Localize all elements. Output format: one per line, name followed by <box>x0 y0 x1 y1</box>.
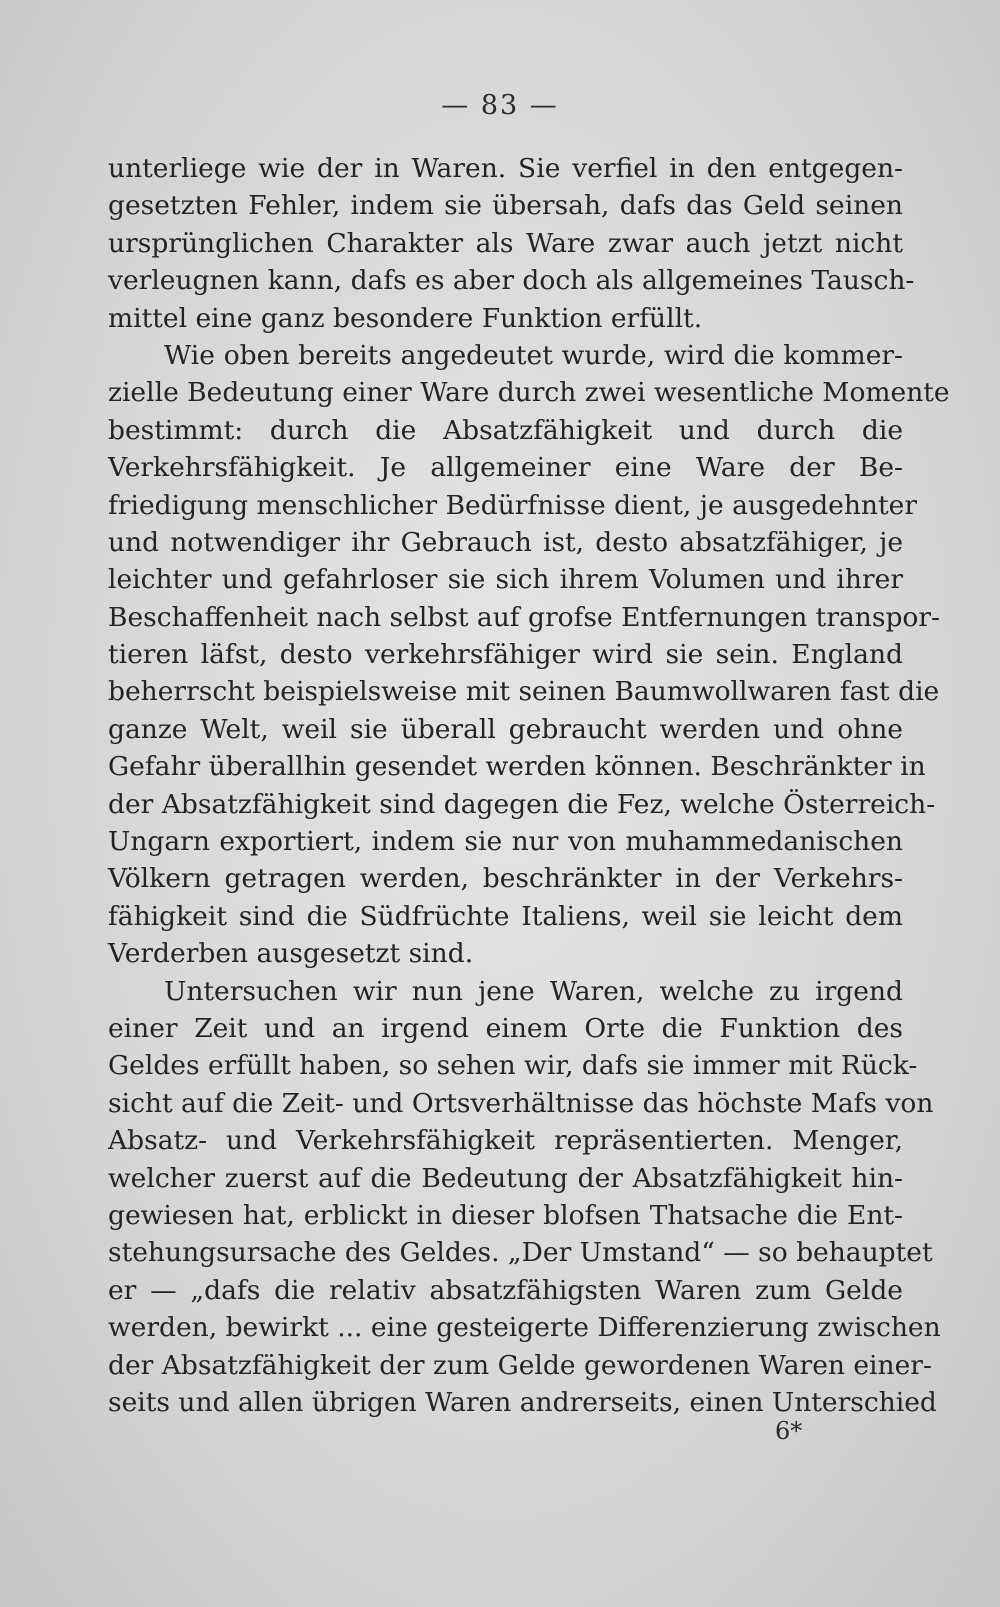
text-line: einer Zeit und an irgend einem Orte die Funktion des <box>108 1012 903 1044</box>
text-line: und notwendiger ihr Gebrauch ist, desto absatzfähiger, je <box>108 526 903 558</box>
text-line: gesetzten Fehler, indem sie übersah, dafs das Geld seinen <box>108 190 903 222</box>
text-line: ganze Welt, weil sie überall gebraucht werden und ohne <box>108 713 903 745</box>
text-line: der Absatzfähigkeit der zum Gelde gewordenen Waren einer- <box>108 1349 932 1381</box>
text-line: verleugnen kann, dafs es aber doch als allgemeines Tausch- <box>108 265 915 297</box>
text-line: werden, bewirkt ... eine gesteigerte Differenzierung zwischen <box>108 1312 941 1344</box>
paragraph-start-line: Wie oben bereits angedeutet wurde, wird die kommer- <box>164 339 903 371</box>
text-line: stehungsursache des Geldes. „Der Umstand“ — so behauptet <box>108 1237 933 1269</box>
text-line: friedigung menschlicher Bedürfnisse dient, je ausgedehnter <box>108 489 917 521</box>
text-line: leichter und gefahrloser sie sich ihrem Volumen und ihrer <box>108 564 903 596</box>
text-line: Ungarn exportiert, indem sie nur von muhammedanischen <box>108 826 903 858</box>
text-line: Völkern getragen werden, beschränkter in der Verkehrs- <box>108 863 903 895</box>
page-number: — 83 — <box>441 90 559 121</box>
text-line: bestimmt: durch die Absatzfähigkeit und durch die <box>108 414 903 446</box>
text-line: Verderben ausgesetzt sind. <box>108 938 474 970</box>
text-line: fähigkeit sind die Südfrüchte Italiens, weil sie leicht dem <box>108 900 903 932</box>
signature-mark: 6* <box>775 1417 803 1445</box>
text-line: er — „dafs die relativ absatzfähigsten Waren zum Gelde <box>108 1274 903 1306</box>
text-line: Beschaffenheit nach selbst auf grofse Entfernungen transpor- <box>108 601 941 633</box>
text-line: seits und allen übrigen Waren andrerseits, einen Unterschied <box>108 1386 937 1418</box>
text-line: Absatz- und Verkehrsfähigkeit repräsentierten. Menger, <box>108 1125 903 1157</box>
text-line: zielle Bedeutung einer Ware durch zwei wesentliche Momente <box>108 377 950 409</box>
text-line: Verkehrsfähigkeit. Je allgemeiner eine Ware der Be- <box>108 452 903 484</box>
text-line: tieren läfst, desto verkehrsfähiger wird sie sein. England <box>108 639 903 671</box>
text-line: Geldes erfüllt haben, so sehen wir, dafs sie immer mit Rück- <box>108 1050 918 1082</box>
text-line: ursprünglichen Charakter als Ware zwar auch jetzt nicht <box>108 227 903 259</box>
text-line: sicht auf die Zeit- und Ortsverhältnisse das höchste Mafs von <box>108 1087 934 1119</box>
text-line: unterliege wie der in Waren. Sie verfiel in den entgegen- <box>108 153 903 184</box>
text-line: gewiesen hat, erblickt in dieser blofsen Thatsache die Ent- <box>108 1199 903 1231</box>
text-line: Gefahr überallhin gesendet werden können. Beschränkter in <box>108 751 926 783</box>
text-line: welcher zuerst auf die Bedeutung der Absatzfähigkeit hin- <box>108 1162 903 1194</box>
paragraph-start-line: Untersuchen wir nun jene Waren, welche zu irgend <box>164 975 903 1007</box>
text-line: mittel eine ganz besondere Funktion erfüllt. <box>108 302 703 334</box>
text-line: der Absatzfähigkeit sind dagegen die Fez, welche Österreich- <box>108 788 936 820</box>
text-line: beherrscht beispielsweise mit seinen Baumwollwaren fast die <box>108 676 940 708</box>
body-text <box>108 150 950 1421</box>
